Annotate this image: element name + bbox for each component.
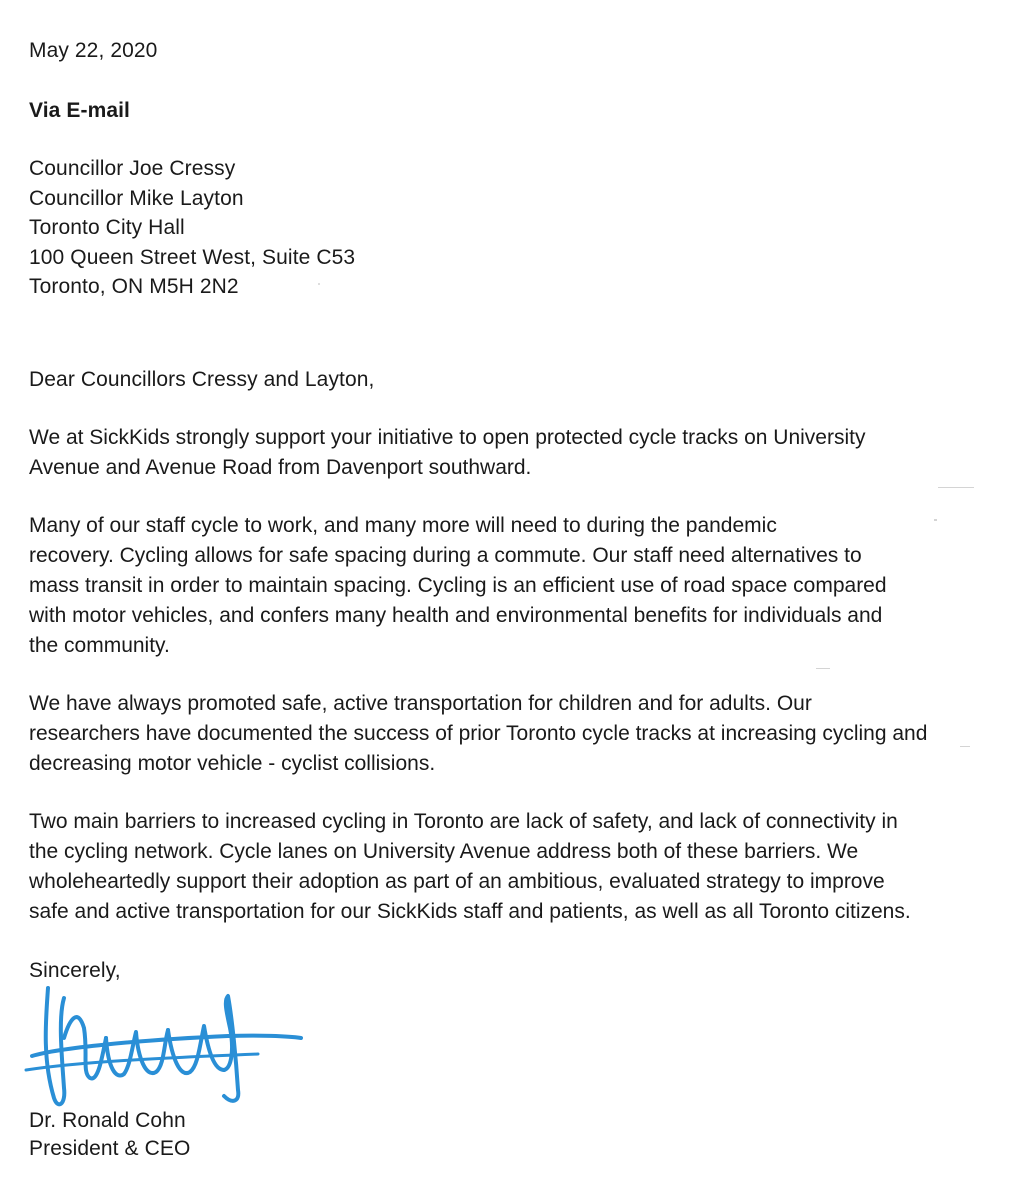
recipient-line: Councillor Joe Cressy: [29, 157, 236, 180]
recipient-line: 100 Queen Street West, Suite C53: [29, 246, 356, 269]
body-paragraph-4: [29, 807, 989, 927]
signature-stroke: [106, 1030, 168, 1076]
signature-stroke: [168, 1026, 224, 1073]
recipient-line: Toronto, ON M5H 2N2: [29, 275, 239, 298]
paragraph-line: Two main barriers to increased cycling in Toronto are lack of safety, and lack of connectivity in: [29, 810, 898, 833]
body-paragraph-3: [29, 689, 989, 779]
scan-speck: [318, 283, 320, 285]
paragraph-line: recovery. Cycling allows for safe spacing during a commute. Our staff need alternatives to: [29, 544, 862, 567]
scan-speck: [938, 487, 974, 488]
recipient-line: Toronto City Hall: [29, 216, 185, 239]
paragraph-line: the cycling network. Cycle lanes on University Avenue address both of these barriers. We: [29, 840, 859, 863]
scan-speck: [934, 519, 937, 521]
closing: Sincerely,: [29, 959, 121, 982]
recipient-line: Councillor Mike Layton: [29, 187, 244, 210]
scan-speck: [816, 668, 830, 669]
paragraph-line: the community.: [29, 634, 170, 657]
signature-stroke: [46, 988, 65, 1104]
paragraph-line: with motor vehicles, and confers many health and environmental benefits for individuals and: [29, 604, 883, 627]
paragraph-line: We at SickKids strongly support your initiative to open protected cycle tracks on University: [29, 426, 866, 449]
signature-strokes: [26, 988, 301, 1104]
paragraph-line: mass transit in order to maintain spacing. Cycling is an efficient use of road space compared: [29, 574, 887, 597]
signer-title: President & CEO: [29, 1137, 191, 1160]
signer-name: Dr. Ronald Cohn: [29, 1109, 186, 1132]
delivery-method: Via E-mail: [29, 99, 130, 122]
paragraph-line: decreasing motor vehicle - cyclist collisions.: [29, 752, 436, 775]
paragraph-line: safe and active transportation for our SickKids staff and patients, as well as all Toronto citizens.: [29, 900, 911, 923]
body-paragraph-1: [29, 423, 989, 483]
signature-image: [18, 978, 318, 1113]
paragraph-line: Many of our staff cycle to work, and many more will need to during the pandemic: [29, 514, 777, 537]
letter-date: May 22, 2020: [29, 39, 158, 62]
scan-speck: [960, 746, 970, 747]
body-paragraph-2: [29, 511, 989, 661]
paragraph-line: researchers have documented the success of prior Toronto cycle tracks at increasing cycling and: [29, 722, 928, 745]
paragraph-line: wholeheartedly support their adoption as part of an ambitious, evaluated strategy to improve: [29, 870, 885, 893]
paragraph-line: Avenue and Avenue Road from Davenport southward.: [29, 456, 532, 479]
signature-stroke: [224, 996, 238, 1101]
paragraph-line: We have always promoted safe, active transportation for children and for adults. Our: [29, 692, 812, 715]
salutation: Dear Councillors Cressy and Layton,: [29, 368, 375, 391]
